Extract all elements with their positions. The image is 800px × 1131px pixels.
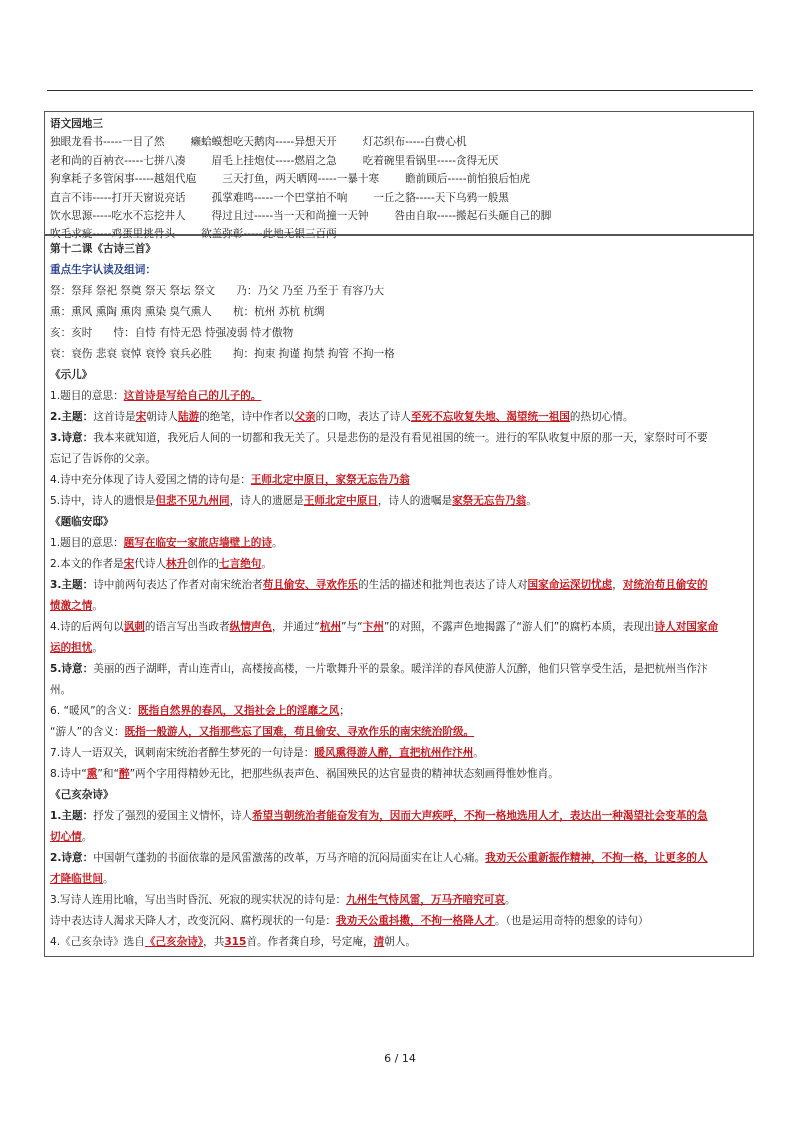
note-line [50, 932, 748, 953]
xiehouyu-item: 瞻前顾后-----前怕狼后怕虎 [405, 173, 531, 186]
note-line [50, 491, 748, 512]
body-text: 忘记了告诉你的父亲。 [50, 453, 156, 465]
xiehouyu-row [50, 189, 748, 207]
body-text: 1.题目的意思： [50, 390, 124, 402]
answer-text: 但悲不见九州同 [155, 495, 230, 507]
body-text: ； [339, 705, 350, 717]
note-line [50, 680, 748, 701]
poem-title: 《题临安邸》 [50, 516, 114, 528]
note-line [50, 743, 748, 764]
body-text: 4.诗中充分体现了诗人爱国之情的诗句是： [50, 474, 251, 486]
body-text: 。 [271, 537, 283, 549]
note-line [50, 806, 748, 827]
vocab-row: 祭：祭拜 祭祀 祭奠 祭天 祭坛 祭文 乃：乃父 乃至 乃至于 有容乃大 [50, 285, 385, 297]
section-title: 语文园地三 [50, 118, 103, 130]
answer-text: 苟且偷安、寻欢作乐 [262, 579, 359, 591]
answer-text: 九州生气恃风雷，万马齐喑究可哀 [346, 894, 506, 906]
notes-content [50, 365, 748, 953]
lesson-title: 第十二课《古诗三首》 [50, 243, 156, 255]
body-text: 中国朝气蓬勃的书面依靠的是风雷激荡的改革，万马齐喑的沉闷局面实在让人心痛。 [93, 852, 486, 864]
answer-text: 林升 [166, 558, 188, 570]
body-text: 。 [92, 642, 103, 654]
label-text: 2.诗意： [50, 852, 94, 864]
note-line [50, 575, 748, 596]
xiehouyu-item: 直言不讳-----打开天窗说亮话 [50, 191, 186, 204]
answer-text: 至死不忘收复失地、渴望统一祖国 [411, 411, 570, 423]
body-text: 这首诗是 [93, 411, 136, 423]
note-line [50, 596, 748, 617]
body-text: ，并通过“ [271, 621, 320, 633]
answer-text: 卞州 [362, 621, 384, 633]
xiehouyu-row [50, 133, 748, 151]
answer-text: 暖风熏得游人醉，直把杭州作汴州 [314, 747, 474, 759]
body-text: 的绝笔，诗中作者以 [199, 411, 295, 423]
body-text: 8.诗中“ [50, 768, 87, 780]
xiehouyu-item: 三天打鱼，两天晒网-----一暴十寒 [222, 173, 380, 186]
xiehouyu-item: 饮水思源-----吃水不忘挖井人 [50, 210, 186, 223]
note-line [50, 386, 748, 407]
body-text: 朝诗人 [146, 411, 178, 423]
body-text: 抒发了强烈的爱国主义情怀，诗人 [93, 810, 253, 822]
poem-title: 《己亥杂诗》 [50, 789, 114, 801]
xiehouyu-item: 吃着碗里看锅里-----贪得无厌 [362, 154, 499, 167]
poem-title: 《示儿》 [50, 369, 93, 381]
body-text: 诗中前两句表达了作者对南宋统治者 [93, 579, 263, 591]
note-line [50, 701, 748, 722]
body-text: 的生活的描述和批判也表达了诗人对 [358, 579, 528, 591]
xiehouyu-item: 吹毛求疵-----鸡蛋里挑骨头 [50, 228, 176, 241]
answer-text: 315 [224, 936, 247, 948]
note-line [50, 407, 748, 428]
body-text: 。 [505, 894, 516, 906]
answer-text: 既指自然界的春风，又指社会上的淫靡之风 [138, 705, 340, 717]
body-text: 。 [473, 747, 484, 759]
answer-text: 宋 [123, 558, 135, 570]
note-line [50, 659, 748, 680]
body-text: ，共 [203, 936, 225, 948]
page-number: 6 / 14 [384, 1052, 416, 1065]
note-line [50, 764, 748, 785]
body-text: 美丽的西子湖畔，青山连青山，高楼接高楼，一片歌舞升平的景象。暖洋洋的春风使游人沉醉，他们只管享受生活，是把杭州当作汴 [93, 663, 708, 675]
body-text: ”两个字用得精妙无比，把那些纵表声色、祸国殃民的达官显贵的精神状态刻画得惟妙惟肖。 [129, 768, 559, 780]
body-text: 的口吻，表达了诗人 [315, 411, 411, 423]
answer-text: 这首诗是写给自己的儿子的。 [123, 390, 262, 402]
xiehouyu-item: 得过且过-----当一天和尚撞一天钟 [211, 210, 369, 223]
note-line [50, 533, 748, 554]
label-text: 1.主题： [50, 810, 94, 822]
body-text: 我本来就知道，我死后人间的一切都和我无关了。只是悲伤的是没有看见祖国的统一。进行的军队收复中原的那一天，家祭时可不要 [93, 432, 708, 444]
body-text: 朝人。 [384, 936, 416, 948]
answer-text: 运的担忧 [50, 642, 93, 654]
body-text: 7.诗人一语双关，讽刺南宋统治者醉生梦死的一句诗是： [50, 747, 315, 759]
answer-text: 愤激之情 [50, 600, 93, 612]
label-text: 3.主题： [50, 579, 94, 591]
vocab-heading: 重点生字认读及组词： [50, 264, 156, 276]
answer-text: 熏 [86, 768, 98, 780]
note-line [50, 722, 748, 743]
answer-text: 王师北定中原日，家祭无忘告乃翁 [250, 474, 410, 486]
body-text: 4.《己亥杂诗》选自 [50, 936, 145, 948]
answer-text: 家祭无忘告乃翁 [452, 495, 527, 507]
answer-text: 王师北定中原日 [303, 495, 378, 507]
note-line [50, 638, 748, 659]
answer-text: 纵情声色 [229, 621, 272, 633]
xiehouyu-item: 老和尚的百衲衣-----七拼八凑 [50, 154, 186, 167]
xiehouyu-box [44, 111, 754, 241]
note-line [50, 470, 748, 491]
answer-text: 才降临世间 [50, 873, 103, 885]
xiehouyu-list [50, 133, 748, 243]
xiehouyu-item: 狗拿耗子多管闲事-----越俎代庖 [50, 173, 197, 186]
answer-text: 《己亥杂诗》 [144, 936, 204, 948]
xiehouyu-item: 灯芯织布-----白费心机 [362, 136, 467, 149]
body-text: “游人”的含义： [50, 726, 125, 738]
header-rule [47, 90, 753, 91]
note-line [50, 554, 748, 575]
body-text: ”的对照，不露声色地揭露了“游人们”的腐朽本质，表现出 [383, 621, 655, 633]
answer-text: 希望当朝统治者能奋发有为，因而大声疾呼，不拘一格地选用人才，表达出一种渴望社会变革的急 [252, 810, 708, 822]
answer-text: 诗人对国家命 [654, 621, 719, 633]
note-line [50, 428, 748, 449]
answer-text: 既指一般游人，又指那些忘了国难，苟且偷安、寻欢作乐的南宋统治阶级。 [124, 726, 475, 738]
body-text: 2.本文的作者是 [50, 558, 124, 570]
vocab-list [50, 281, 748, 365]
answer-text: 清 [373, 936, 385, 948]
body-text: 创作的 [187, 558, 220, 570]
xiehouyu-item: 癞蛤蟆想吃天鹅肉-----异想天开 [190, 136, 337, 149]
body-text: ”与“ [341, 621, 363, 633]
body-text: 州。 [50, 684, 72, 696]
answer-text: 题写在临安一家旅店墙壁上的诗 [123, 537, 272, 549]
body-text: 6. “暖风”的含义： [50, 705, 139, 717]
note-line [50, 617, 748, 638]
answer-text: 我劝天公重新振作精神，不拘一格，让更多的人 [485, 852, 708, 864]
label-text: 5.诗意： [50, 663, 94, 675]
body-text: 。 [92, 600, 103, 612]
body-text: 。 [102, 873, 114, 885]
answer-text: 七言绝句 [219, 558, 262, 570]
xiehouyu-row [50, 152, 748, 170]
note-line [50, 848, 748, 869]
body-text: 5.诗中，诗人的遗恨是 [50, 495, 156, 507]
vocab-row: 亥：亥时 恃：自恃 有恃无恐 恃强凌弱 恃才傲物 [50, 327, 294, 339]
answer-text: 醉 [118, 768, 130, 780]
body-text: 的热切心情。 [569, 411, 634, 423]
answer-text: 对统治苟且偷安的 [622, 579, 708, 591]
note-line [50, 827, 748, 848]
xiehouyu-item: 孤掌难鸣-----一个巴掌拍不响 [211, 191, 348, 204]
xiehouyu-item: 独眼龙看书-----一目了然 [50, 136, 165, 149]
body-text: 4.诗的后两句以 [50, 621, 124, 633]
label-text: 2.主题： [50, 411, 94, 423]
body-text: ，诗人的遗嘱是 [377, 495, 453, 507]
body-text: 代诗人 [134, 558, 167, 570]
body-text: 。（也是运用奇特的想象的诗句） [494, 915, 649, 927]
xiehouyu-row [50, 170, 748, 188]
vocab-row: 熏：熏风 熏陶 熏肉 熏染 臭气熏人 杭：杭州 苏杭 杭绸 [50, 306, 325, 318]
body-text: 首。作者龚自珍，号定庵， [246, 936, 374, 948]
xiehouyu-item: 咎由自取-----搬起石头砸自己的脚 [394, 210, 552, 223]
body-text: ”和“ [97, 768, 119, 780]
vocab-row: 衰：衰伤 悲衰 衰悼 衰怜 衰兵必胜 拘：拘束 拘谨 拘禁 拘管 不拘一格 [50, 348, 395, 360]
note-line [50, 869, 748, 890]
body-text: 。 [81, 831, 93, 843]
xiehouyu-row [50, 207, 748, 225]
body-text: 诗中表达诗人渴求天降人才，改变沉闷、腐朽现状的一句是： [50, 915, 337, 927]
answer-text: 讽刺 [123, 621, 145, 633]
note-line [50, 911, 748, 932]
lesson-box [44, 235, 754, 957]
body-text: 1.题目的意思： [50, 537, 124, 549]
body-text: 。 [526, 495, 537, 507]
body-text: 。 [261, 558, 272, 570]
body-text: ， [612, 579, 623, 591]
body-text: 3.写诗人连用比喻，写出当时昏沉、死寂的现实状况的诗句是： [50, 894, 347, 906]
answer-text: 切心情 [50, 831, 82, 843]
answer-text: 陆游 [177, 411, 200, 423]
answer-text: 父亲 [294, 411, 316, 423]
answer-text: 宋 [135, 411, 147, 423]
note-line [50, 449, 748, 470]
answer-text: 杭州 [319, 621, 342, 633]
xiehouyu-item: 眉毛上挂炮仗-----燃眉之急 [211, 154, 337, 167]
answer-text: 国家命运深切忧虑 [527, 579, 613, 591]
xiehouyu-item: 欲盖弥彰-----此地无银三百两 [201, 228, 337, 241]
label-text: 3.诗意： [50, 432, 94, 444]
answer-text: 我劝天公重抖擞，不拘一格降人才 [336, 915, 495, 927]
note-line [50, 890, 748, 911]
body-text: ，诗人的遗愿是 [229, 495, 304, 507]
body-text: 的语言写出当政者 [144, 621, 230, 633]
xiehouyu-item: 一丘之貉-----天下乌鸦一般黑 [373, 191, 509, 204]
